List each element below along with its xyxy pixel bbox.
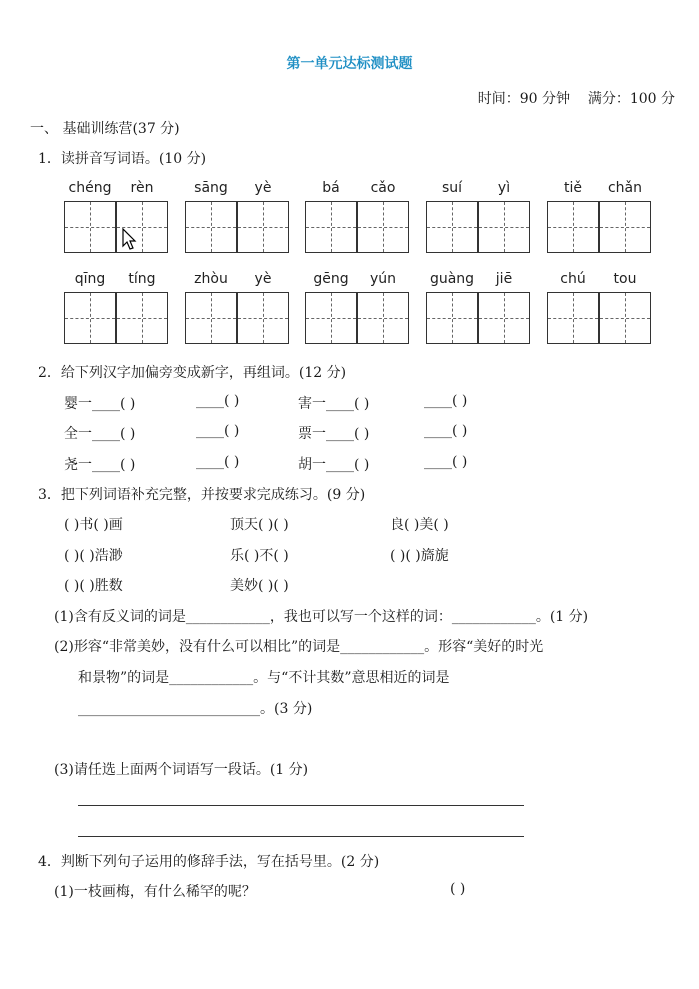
pinyin-label: tiě <box>564 180 582 196</box>
q1-label: 1．读拼音写词语。(10 分) <box>38 151 207 167</box>
q3-idiom[interactable]: 良( )美( ) <box>390 517 449 533</box>
q2-blank[interactable]: ____( ) <box>196 423 240 439</box>
writing-cell[interactable] <box>237 201 289 253</box>
writing-cell[interactable] <box>185 201 237 253</box>
writing-cell[interactable] <box>185 292 237 344</box>
q3-idiom[interactable]: 美妙( )( ) <box>230 578 289 594</box>
writing-cell[interactable] <box>478 201 530 253</box>
q2-blank[interactable]: 婴一____( ) <box>64 396 136 412</box>
pinyin-label: cǎo <box>370 180 396 196</box>
q2-blank[interactable]: ____( ) <box>424 423 468 439</box>
writing-cell[interactable] <box>426 292 478 344</box>
writing-cell[interactable] <box>547 201 599 253</box>
pinyin-label: rèn <box>130 180 154 196</box>
pinyin-label: yè <box>254 271 272 287</box>
writing-cell[interactable] <box>599 292 651 344</box>
writing-cell[interactable] <box>64 292 116 344</box>
q2-blank[interactable]: ____( ) <box>196 454 240 470</box>
pinyin-label: sāng <box>194 180 228 196</box>
writing-cell[interactable] <box>357 292 409 344</box>
pinyin-label: chǎn <box>607 180 643 196</box>
pinyin-label: zhòu <box>194 271 228 287</box>
q2-label: 2．给下列汉字加偏旁变成新字，再组词。(12 分) <box>38 365 347 381</box>
answer-line-2[interactable] <box>78 836 524 837</box>
q4-label: 4．判断下列句子运用的修辞手法，写在括号里。(2 分) <box>38 854 380 870</box>
q2-blank[interactable]: 害一____( ) <box>298 396 370 412</box>
pinyin-label: jiē <box>495 271 513 287</box>
q2-blank[interactable]: 票一____( ) <box>298 426 370 442</box>
q4-sub1: (1)一枝画梅，有什么稀罕的呢？ <box>54 884 256 900</box>
writing-cell[interactable] <box>599 201 651 253</box>
writing-cell[interactable] <box>547 292 599 344</box>
section-1-heading: 一、 基础训练营(37 分) <box>30 121 180 137</box>
writing-cell[interactable] <box>305 292 357 344</box>
pinyin-label: guàng <box>429 271 475 287</box>
pinyin-label: qīng <box>74 271 106 287</box>
pinyin-label: bá <box>322 180 340 196</box>
writing-cell[interactable] <box>237 292 289 344</box>
q2-blank[interactable]: ____( ) <box>424 454 468 470</box>
pinyin-label: gēng <box>313 271 349 287</box>
time-limit: 时间：90 分钟 <box>477 91 571 107</box>
pinyin-label: yì <box>497 180 511 196</box>
writing-cell[interactable] <box>426 201 478 253</box>
writing-cell[interactable] <box>357 201 409 253</box>
q3-idiom[interactable]: ( )( )浩渺 <box>64 548 123 564</box>
q4-sub1-answer[interactable]: ( ) <box>450 881 466 897</box>
pinyin-label: tíng <box>128 271 156 287</box>
q2-blank[interactable]: 胡一____( ) <box>298 457 370 473</box>
pinyin-label: chéng <box>68 180 112 196</box>
q3-idiom[interactable]: ( )( )胜数 <box>64 578 123 594</box>
q3-sub2-line1: (2)形容“非常美妙，没有什么可以相比”的词是____________。形容“美好的时光 <box>54 639 544 655</box>
q3-sub2-line3[interactable]: __________________________。(3 分) <box>78 701 313 717</box>
q3-idiom[interactable]: ( )书( )画 <box>64 517 123 533</box>
mouse-cursor-icon <box>122 228 138 252</box>
exam-meta <box>478 88 675 108</box>
writing-cell[interactable] <box>478 292 530 344</box>
pinyin-label: tou <box>613 271 637 287</box>
q3-idiom[interactable]: 顶天( )( ) <box>230 517 289 533</box>
writing-cell[interactable] <box>64 201 116 253</box>
q3-idiom[interactable]: 乐( )不( ) <box>230 548 289 564</box>
writing-cell[interactable] <box>116 292 168 344</box>
q2-blank[interactable]: 全一____( ) <box>64 426 136 442</box>
q3-label: 3．把下列词语补充完整，并按要求完成练习。(9 分) <box>38 487 366 503</box>
q3-idiom[interactable]: ( )( )旖旎 <box>390 548 449 564</box>
q3-sub1[interactable]: (1)含有反义词的词是____________，我也可以写一个这样的词：____________。(1 分) <box>54 609 589 625</box>
writing-cell[interactable] <box>305 201 357 253</box>
full-score: 满分：100 分 <box>587 91 675 107</box>
q2-blank[interactable]: 尧一____( ) <box>64 457 136 473</box>
q3-sub3: (3)请任选上面两个词语写一段话。(1 分) <box>54 762 309 778</box>
q2-blank[interactable]: ____( ) <box>424 393 468 409</box>
pinyin-label: suí <box>441 180 463 196</box>
q3-sub2-line2[interactable]: 和景物”的词是____________。与“不计其数”意思相近的词是 <box>78 670 450 686</box>
pinyin-label: yún <box>369 271 397 287</box>
q2-blank[interactable]: ____( ) <box>196 393 240 409</box>
page-title: 第一单元达标测试题 <box>286 56 413 72</box>
pinyin-label: chú <box>560 271 586 287</box>
answer-line-1[interactable] <box>78 805 524 806</box>
pinyin-label: yè <box>254 180 272 196</box>
